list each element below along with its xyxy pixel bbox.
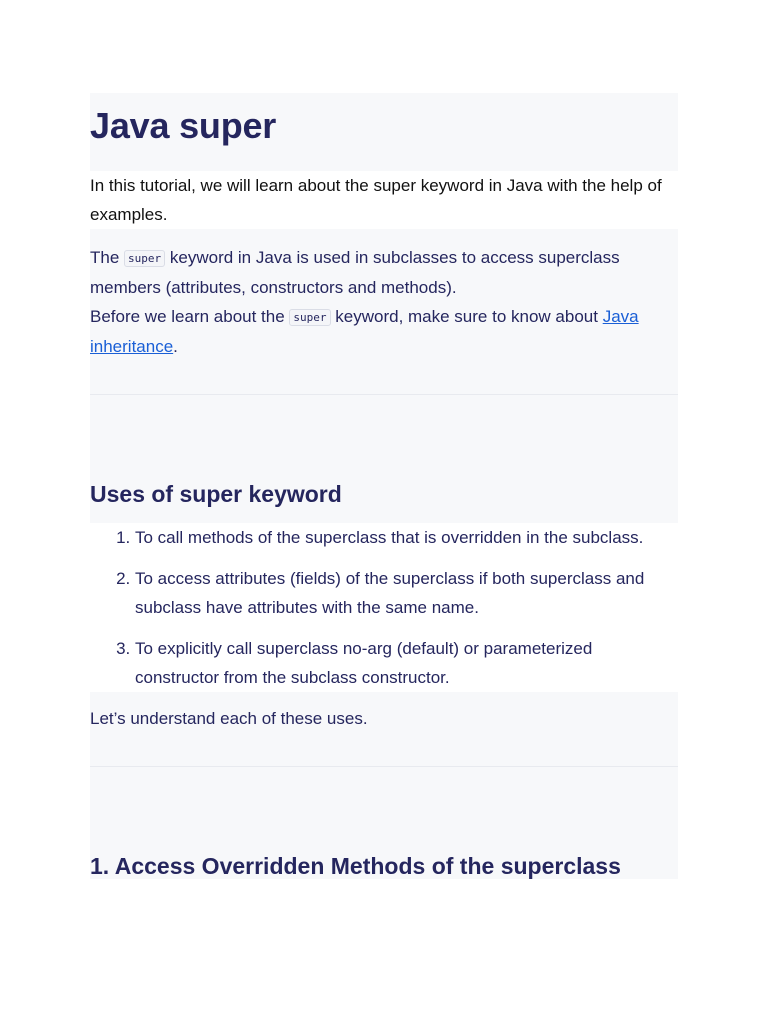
page-title: Java super bbox=[90, 105, 277, 146]
list-item: 3. To explicitly call superclass no-arg (default) or parameterized constructor from the subclass constructor. bbox=[135, 634, 678, 692]
para2-text-post: . bbox=[173, 337, 178, 356]
super-code-inline-2: super bbox=[289, 309, 330, 326]
prerequisite-paragraph bbox=[90, 302, 678, 361]
super-code-inline: super bbox=[124, 250, 165, 267]
para2-text-pre: Before we learn about the bbox=[90, 307, 290, 326]
para2-text-mid: keyword, make sure to know about bbox=[330, 307, 603, 326]
para1-text-post: keyword in Java is used in subclasses to access superclass members (attributes, constructors and methods). bbox=[90, 248, 620, 297]
para1-text-pre: The bbox=[90, 248, 125, 267]
section-divider-2 bbox=[90, 766, 678, 767]
intro-paragraph: In this tutorial, we will learn about the super keyword in Java with the help of examples. bbox=[90, 171, 678, 229]
access-overridden-heading: 1. Access Overridden Methods of the superclass bbox=[90, 853, 621, 879]
list-item: 1. To call methods of the superclass that is overridden in the subclass. bbox=[135, 523, 678, 552]
uses-list bbox=[0, 523, 678, 692]
understand-uses-paragraph: Let’s understand each of these uses. bbox=[90, 709, 368, 728]
section-divider bbox=[90, 394, 678, 395]
uses-heading: Uses of super keyword bbox=[90, 481, 342, 507]
article-panel bbox=[90, 93, 678, 879]
list-item: 2. To access attributes (fields) of the superclass if both superclass and subclass have attributes with the same name. bbox=[135, 564, 678, 622]
super-definition-paragraph bbox=[90, 243, 678, 302]
java-inheritance-link[interactable]: Java inheritance bbox=[90, 307, 639, 356]
